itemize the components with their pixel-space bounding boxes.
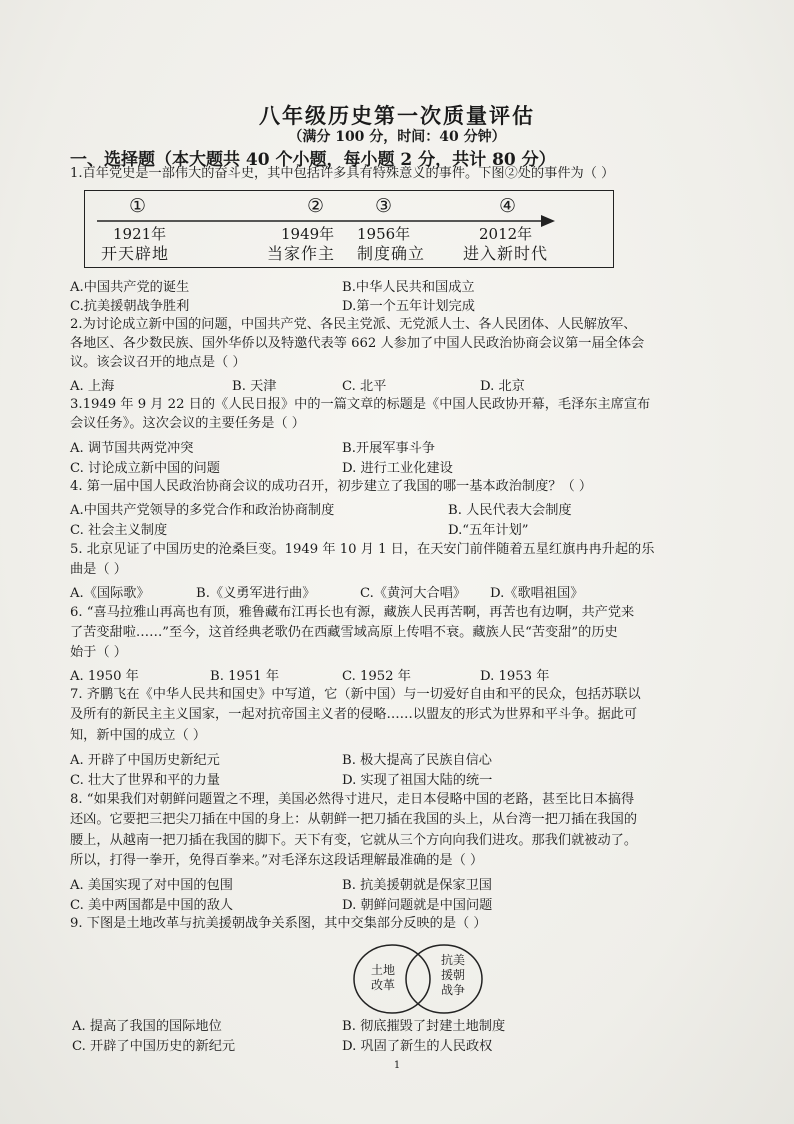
timeline-mark-4: ④ <box>499 195 517 217</box>
timeline-mark-2: ② <box>307 195 325 217</box>
question-4-option-c: C. 社会主义制度 <box>70 523 168 538</box>
question-3-option-b: B.开展军事斗争 <box>342 441 436 456</box>
timeline-mark-1: ① <box>129 195 147 217</box>
question-1-option-c: C.抗美援朝战争胜利 <box>70 299 190 314</box>
timeline-year-1: 1921年 <box>113 225 167 243</box>
timeline-text-3: 制度确立 <box>357 244 426 263</box>
question-3-line-2: 会议任务》。这次会议的主要任务是（ ） <box>70 416 305 431</box>
question-5-option-c: C.《黄河大合唱》 <box>360 586 467 601</box>
timeline-year-3: 1956年 <box>357 225 411 243</box>
question-9-option-b: B. 彻底摧毁了封建土地制度 <box>342 1019 506 1034</box>
question-9-line-1: 9. 下图是土地改革与抗美援朝战争关系图，其中交集部分反映的是（ ） <box>70 916 487 931</box>
question-7-option-d: D. 实现了祖国大陆的统一 <box>342 773 493 788</box>
question-3-line-1: 3.1949 年 9 月 22 日的《人民日报》中的一篇文章的标题是《中国人民政协开幕，毛泽东主席宣布 <box>70 397 651 412</box>
question-2-line-3: 议。该会议召开的地点是（ ） <box>70 355 246 370</box>
question-8-option-a: A. 美国实现了对中国的包围 <box>70 878 233 893</box>
question-1-timeline <box>84 190 614 268</box>
question-8-option-d: D. 朝鲜问题就是中国问题 <box>342 898 493 913</box>
question-4-option-b: B. 人民代表大会制度 <box>448 503 572 518</box>
question-8-line-1: 8. “如果我们对朝鲜问题置之不理，美国必然得寸进尺，走日本侵略中国的老路，甚至比日本搞得 <box>70 792 635 807</box>
question-6-line-1: 6. “喜马拉雅山再高也有顶，雅鲁藏布江再长也有源，藏族人民再苦啊，再苦也有边啊，共产党来 <box>70 605 635 620</box>
question-8-option-c: C. 美中两国都是中国的敌人 <box>70 898 234 913</box>
question-5-line-1: 5. 北京见证了中国历史的沧桑巨变。1949 年 10 月 1 日，在天安门前伴随着五星红旗冉冉升起的乐 <box>70 542 655 557</box>
section-heading: 一、选择题（本大题共 40 个小题，每小题 2 分，共计 80 分） <box>70 150 556 170</box>
question-6-option-d: D. 1953 年 <box>480 669 550 684</box>
page-number: 1 <box>393 1060 401 1071</box>
question-6-line-2: 了苦变甜啦……”至今，这首经典老歌仍在西藏雪域高原上传唱不衰。藏族人民“苦变甜”的历史 <box>70 625 618 640</box>
question-2-line-1: 2.为讨论成立新中国的问题，中国共产党、各民主党派、无党派人士、各人民团体、人民解放军、 <box>70 317 637 332</box>
timeline-mark-3: ③ <box>375 195 393 217</box>
question-4-line-1: 4. 第一届中国人民政治协商会议的成功召开，初步建立了我国的哪一基本政治制度？（ ） <box>70 479 593 494</box>
question-5-line-2: 曲是（ ） <box>70 562 127 577</box>
question-4-option-a: A.中国共产党领导的多党合作和政治协商制度 <box>70 503 335 518</box>
question-9-option-d: D. 巩固了新生的人民政权 <box>342 1039 493 1054</box>
timeline-text-1: 开天辟地 <box>101 244 170 263</box>
question-1-option-a: A.中国共产党的诞生 <box>70 280 190 295</box>
question-7-option-a: A. 开辟了中国历史新纪元 <box>70 753 220 768</box>
question-6-line-3: 始于（ ） <box>70 645 127 660</box>
question-9-option-c: C. 开辟了中国历史的新纪元 <box>72 1039 236 1054</box>
venn-left-label: 土地 改革 <box>370 963 395 992</box>
question-1-option-b: B.中华人民共和国成立 <box>342 280 475 295</box>
question-7-line-3: 知，新中国的成立（ ） <box>70 728 207 743</box>
question-5-option-d: D.《歌唱祖国》 <box>490 586 584 601</box>
venn-right-label: 抗美 援朝 战争 <box>440 953 465 997</box>
question-1-option-d: D.第一个五年计划完成 <box>342 299 475 314</box>
question-2-option-c: C. 北平 <box>342 379 387 394</box>
question-7-option-b: B. 极大提高了民族自信心 <box>342 753 492 768</box>
question-3-option-d: D. 进行工业化建设 <box>342 461 453 476</box>
timeline-year-4: 2012年 <box>479 225 533 243</box>
question-2-option-b: B. 天津 <box>232 379 277 394</box>
question-6-option-b: B. 1951 年 <box>210 669 280 684</box>
question-1-stem: 1.百年党史是一部伟大的奋斗史，其中包括许多具有特殊意义的事件。下图②处的事件为（ ） <box>70 166 615 181</box>
question-6-option-a: A. 1950 年 <box>70 669 139 684</box>
question-8-line-3: 腰上，从越南一把刀插在我国的脚下。天下有变，它就从三个方向向我们进攻。那我们就被动了。 <box>70 833 638 848</box>
question-3-option-a: A. 调节国共两党冲突 <box>70 441 194 456</box>
question-8-line-2: 还凶。它要把三把尖刀插在中国的身上：从朝鲜一把刀插在我国的头上，从台湾一把刀插在我国的 <box>70 812 638 827</box>
question-2-option-a: A. 上海 <box>70 379 115 394</box>
question-9-option-a: A. 提高了我国的国际地位 <box>72 1019 222 1034</box>
question-4-option-d: D.“五年计划” <box>448 523 529 538</box>
question-5-option-b: B.《义勇军进行曲》 <box>196 586 316 601</box>
question-2-option-d: D. 北京 <box>480 379 525 394</box>
question-6-option-c: C. 1952 年 <box>342 669 411 684</box>
question-8-option-b: B. 抗美援朝就是保家卫国 <box>342 878 492 893</box>
question-2-line-2: 各地区、各少数民族、国外华侨以及特邀代表等 662 人参加了中国人民政治协商会议第一届全体会 <box>70 336 645 351</box>
timeline-text-2: 当家作主 <box>267 244 336 263</box>
question-7-line-2: 及所有的新民主主义国家，一起对抗帝国主义者的侵略……以盟友的形式为世界和平斗争。据此可 <box>70 707 638 722</box>
question-7-line-1: 7. 齐鹏飞在《中华人民共和国史》中写道，它（新中国）与一切爱好自由和平的民众，包括苏联以 <box>70 687 641 702</box>
timeline-year-2: 1949年 <box>281 225 335 243</box>
question-9-venn-diagram <box>344 943 494 1015</box>
question-5-option-a: A.《国际歌》 <box>70 586 150 601</box>
timeline-text-4: 进入新时代 <box>463 244 549 263</box>
question-8-line-4: 所以，打得一拳开，免得百拳来。”对毛泽东这段话理解最准确的是（ ） <box>70 853 484 868</box>
question-3-option-c: C. 讨论成立新中国的问题 <box>70 461 220 476</box>
question-7-option-c: C. 壮大了世界和平的力量 <box>70 773 220 788</box>
page-title: 八年级历史第一次质量评估 <box>259 103 535 128</box>
page-subtitle: （满分 100 分，时间：40 分钟） <box>288 129 506 145</box>
